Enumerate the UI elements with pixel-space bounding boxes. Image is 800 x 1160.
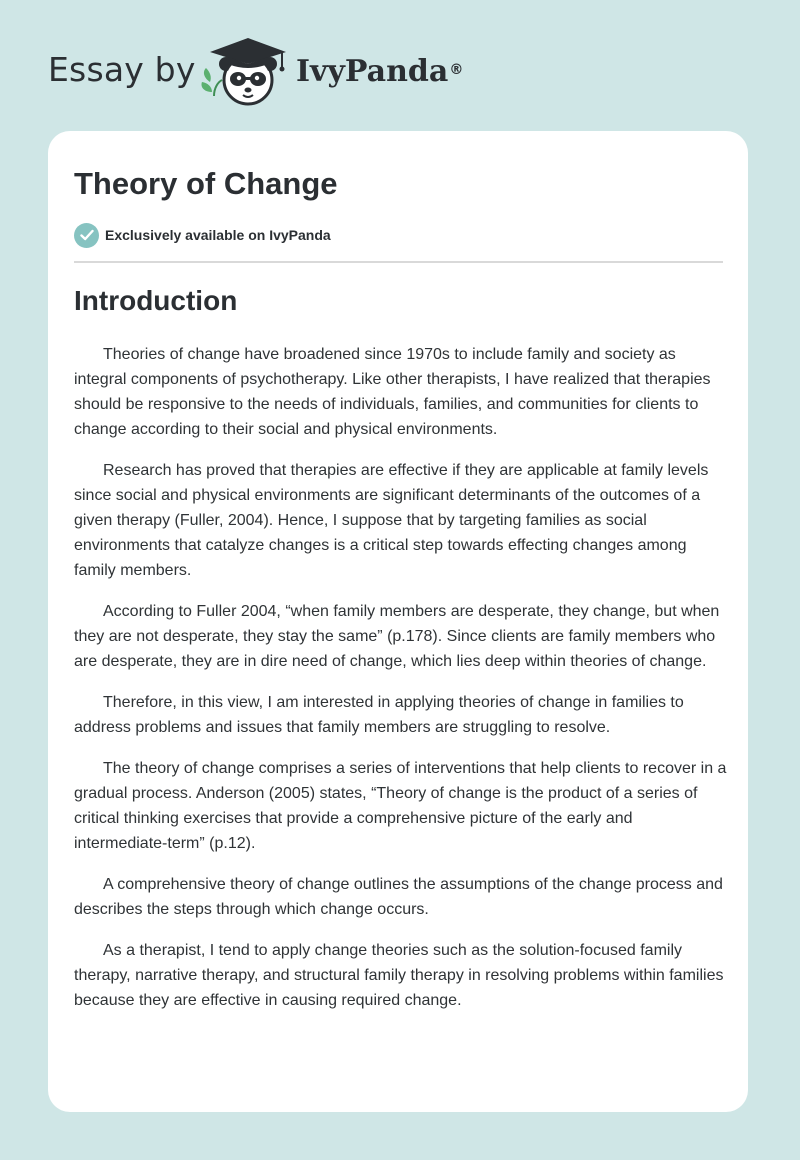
panda-icon: [196, 34, 292, 110]
ivypanda-logo-icon[interactable]: [196, 34, 292, 110]
paragraph: Therefore, in this view, I am interested in applying theories of change in families to address problems and issues that family members are struggling to resolve.: [74, 694, 684, 736]
badge-text: Exclusively available on IvyPanda: [105, 227, 331, 243]
brand-prefix: Essay by: [48, 50, 196, 89]
ivy-leaf-icon: [201, 68, 222, 96]
check-icon: [74, 223, 99, 248]
registered-mark: ®: [449, 62, 464, 78]
divider: [74, 261, 723, 263]
page-title: Theory of Change: [74, 166, 338, 201]
paragraph: According to Fuller 2004, “when family members are desperate, they change, but when they are not desperate, they stay the same” (p.178). Since clients are family members who are desperate, they are in dire need of change, which lies deep within theories of change.: [74, 603, 720, 670]
paragraph: Theories of change have broadened since 1970s to include family and society as integral components of psychotherapy. Like other therapists, I have realized that therapies should be responsive to the needs of individuals, families, and communities for clients to change according to their social and physical environments.: [74, 346, 711, 438]
section-heading-introduction: Introduction: [74, 285, 238, 316]
site-header: [0, 0, 800, 120]
brand-name[interactable]: IvyPanda®: [296, 54, 464, 89]
paragraph: A comprehensive theory of change outlines the assumptions of the change process and describes the steps through which change occurs.: [74, 876, 723, 918]
essay-card: [48, 131, 748, 1112]
article-body: [74, 342, 728, 1029]
paragraph: As a therapist, I tend to apply change theories such as the solution-focused family therapy, narrative therapy, and structural family therapy in resolving problems within families because they are effective in causing required change.: [74, 942, 724, 1009]
paragraph: Research has proved that therapies are effective if they are applicable at family levels since social and physical environments are significant determinants of the outcomes of a given therapy (Fuller, 2004). Hence, I suppose that by targeting families as social environments that catalyze changes is a critical step towards effecting changes among family members.: [74, 462, 709, 579]
exclusive-badge: [74, 222, 331, 248]
paragraph: The theory of change comprises a series of interventions that help clients to recover in a gradual process. Anderson (2005) states, “Theory of change is the product of a series of critical thinking exercises that provide a comprehensive picture of the early and intermediate-term” (p.12).: [74, 760, 727, 852]
